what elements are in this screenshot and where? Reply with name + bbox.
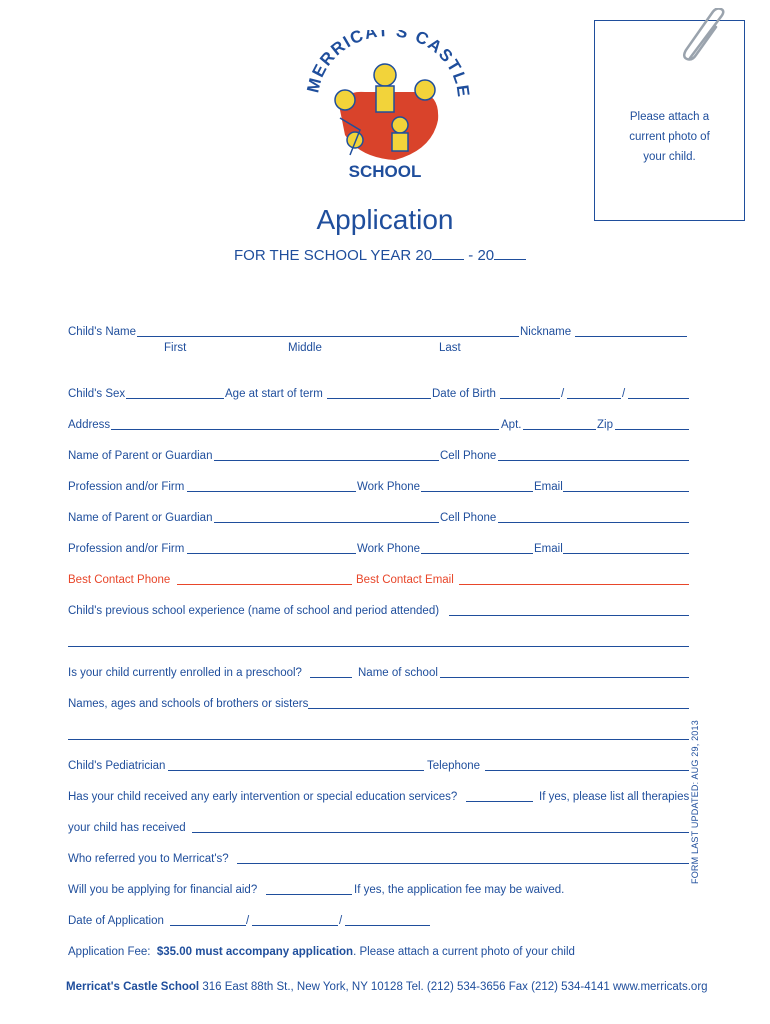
childs-name-field[interactable] — [137, 336, 519, 337]
parent1-work-phone-label: Work Phone — [357, 481, 421, 493]
parent2-profession-label: Profession and/or Firm — [68, 543, 185, 555]
logo-arc-text: MERRICAT'S CASTL — [303, 30, 470, 95]
first-name-caption: First — [164, 342, 187, 354]
school-logo — [300, 30, 470, 185]
siblings-label: Names, ages and schools of brothers or sisters — [68, 698, 309, 710]
dob-slash-2: / — [622, 388, 626, 400]
parent2-cell-label: Cell Phone — [440, 512, 497, 524]
parent1-profession-field[interactable] — [187, 491, 356, 492]
application-fee-note: . Please attach a current photo of your child — [353, 946, 575, 958]
footer-school-name: Merricat's Castle School — [66, 981, 200, 993]
therapies-label: If yes, please list all therapies — [539, 791, 690, 803]
parent2-work-phone-label: Work Phone — [357, 543, 421, 555]
parent2-profession-field[interactable] — [187, 553, 356, 554]
apt-field[interactable] — [523, 429, 596, 430]
form-updated-note — [690, 720, 700, 884]
preschool-name-field[interactable] — [440, 677, 689, 678]
application-fee-line — [68, 945, 575, 959]
best-contact-phone-field[interactable] — [177, 584, 352, 585]
form-updated-text: FORM LAST UPDATED: AUG 29, 2013 — [690, 720, 700, 884]
date-of-application-label: Date of Application — [68, 915, 164, 927]
photo-line-3: your child. — [643, 151, 696, 163]
preschool-answer-field[interactable] — [310, 677, 352, 678]
application-day-field[interactable] — [252, 925, 338, 926]
address-field[interactable] — [111, 429, 499, 430]
application-slash-1: / — [246, 915, 250, 927]
photo-line-1: Please attach a — [629, 111, 710, 123]
therapies-field[interactable] — [192, 832, 689, 833]
school-year-mid: - 20 — [464, 247, 495, 264]
page-title: Application — [316, 204, 454, 235]
age-start-field[interactable] — [327, 398, 431, 399]
parent2-email-field[interactable] — [563, 553, 689, 554]
early-intervention-label: Has your child received any early intervention or special education services? — [68, 791, 458, 803]
preschool-question-label: Is your child currently enrolled in a preschool? — [68, 667, 302, 679]
dob-year-field[interactable] — [628, 398, 689, 399]
referred-field[interactable] — [237, 863, 689, 864]
pediatrician-label: Child's Pediatrician — [68, 760, 166, 772]
school-year-prefix: FOR THE SCHOOL YEAR 20 — [234, 247, 433, 264]
paperclip-icon — [672, 8, 732, 73]
pediatrician-phone-label: Telephone — [427, 760, 481, 772]
school-year-end-blank[interactable] — [494, 259, 526, 260]
logo-graphic — [300, 30, 470, 185]
parent2-cell-field[interactable] — [498, 522, 689, 523]
parent1-cell-label: Cell Phone — [440, 450, 497, 462]
pediatrician-phone-field[interactable] — [485, 770, 689, 771]
parent2-name-field[interactable] — [214, 522, 439, 523]
best-contact-email-field[interactable] — [459, 584, 689, 585]
application-fee-amount: $35.00 must accompany application — [156, 946, 354, 958]
dob-day-field[interactable] — [567, 398, 621, 399]
school-year-line — [234, 247, 526, 264]
apt-label: Apt. — [501, 419, 522, 431]
fee-waived-note: If yes, the application fee may be waived. — [354, 884, 565, 896]
photo-line-2: current photo of — [629, 131, 710, 143]
dob-label: Date of Birth — [432, 388, 496, 400]
logo-school-text: SCHOOL — [348, 162, 422, 181]
school-year-start-blank[interactable] — [432, 259, 464, 260]
financial-aid-field[interactable] — [266, 894, 352, 895]
best-contact-email-label: Best Contact Email — [356, 574, 454, 586]
application-month-field[interactable] — [170, 925, 246, 926]
parent2-name-label: Name of Parent or Guardian — [68, 512, 213, 524]
address-label: Address — [68, 419, 111, 431]
parent1-cell-field[interactable] — [498, 460, 689, 461]
therapies-received-label: your child has received — [68, 822, 186, 834]
dob-month-field[interactable] — [500, 398, 560, 399]
siblings-field-line-2[interactable] — [68, 739, 689, 740]
zip-label: Zip — [597, 419, 613, 431]
age-start-label: Age at start of term — [225, 388, 323, 400]
parent1-email-label: Email — [534, 481, 563, 493]
application-fee-label: Application Fee: — [68, 946, 151, 958]
footer — [66, 981, 708, 993]
parent1-name-field[interactable] — [214, 460, 439, 461]
last-name-caption: Last — [439, 342, 461, 354]
footer-contact: 316 East 88th St., New York, NY 10128 Tel. (212) 534-3656 Fax (212) 534-4141 www.merricats.org — [199, 981, 708, 993]
parent1-email-field[interactable] — [563, 491, 689, 492]
photo-instructions — [595, 107, 744, 167]
financial-aid-label: Will you be applying for financial aid? — [68, 884, 258, 896]
childs-sex-field[interactable] — [126, 398, 224, 399]
parent1-work-phone-field[interactable] — [421, 491, 533, 492]
pediatrician-field[interactable] — [168, 770, 424, 771]
prev-school-label: Child's previous school experience (name of school and period attended) — [68, 605, 440, 617]
parent1-name-label: Name of Parent or Guardian — [68, 450, 213, 462]
zip-field[interactable] — [615, 429, 689, 430]
best-contact-phone-label: Best Contact Phone — [68, 574, 171, 586]
application-slash-2: / — [339, 915, 343, 927]
childs-sex-label: Child's Sex — [68, 388, 126, 400]
application-year-field[interactable] — [345, 925, 430, 926]
parent2-work-phone-field[interactable] — [421, 553, 533, 554]
referred-label: Who referred you to Merricat's? — [68, 853, 229, 865]
prev-school-field-line-2[interactable] — [68, 646, 689, 647]
childs-name-label: Child's Name — [68, 326, 137, 338]
dob-slash-1: / — [561, 388, 565, 400]
siblings-field[interactable] — [308, 708, 689, 709]
nickname-field[interactable] — [575, 336, 687, 337]
parent2-email-label: Email — [534, 543, 563, 555]
parent1-profession-label: Profession and/or Firm — [68, 481, 185, 493]
prev-school-field[interactable] — [449, 615, 689, 616]
preschool-name-label: Name of school — [358, 667, 438, 679]
early-intervention-field[interactable] — [466, 801, 533, 802]
nickname-label: Nickname — [520, 326, 572, 338]
middle-name-caption: Middle — [288, 342, 322, 354]
